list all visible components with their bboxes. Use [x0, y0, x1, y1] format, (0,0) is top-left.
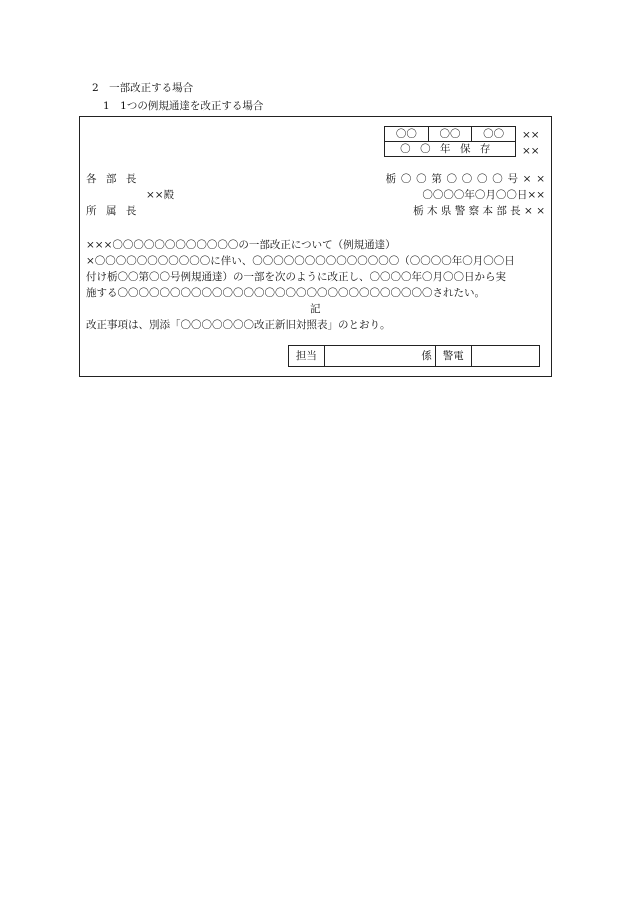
document-sample-box	[79, 116, 552, 377]
retention-cell-2: 〇〇	[428, 127, 472, 142]
addressee-line-1: 各部長	[86, 173, 146, 185]
addressee-line-2: ××殿	[146, 189, 175, 201]
retention-cell-3: 〇〇	[472, 127, 516, 142]
issuer: 栃木県警察本部長××	[413, 205, 549, 217]
subsection-heading: 1 1つの例規通達を改正する場合	[103, 100, 264, 112]
contact-label-keiden: 警電	[435, 346, 471, 367]
body-line-2: 付け栃〇〇第〇〇号例規通達）の一部を次のように改正し、〇〇〇〇年〇月〇〇日から実	[86, 271, 506, 283]
document-number: 栃〇〇第〇〇〇〇号××	[385, 173, 550, 185]
section-heading: 2 一部改正する場合	[92, 82, 194, 94]
retention-suffix-2: ××	[522, 145, 540, 157]
addressee-line-3: 所属長	[86, 205, 146, 217]
contact-phone-cell	[471, 346, 539, 367]
contact-label-tanto: 担当	[289, 346, 325, 367]
amendment-item: 改正事項は、別添「〇〇〇〇〇〇〇改正新旧対照表」のとおり。	[86, 319, 391, 331]
contact-label-kakari: 係	[324, 346, 435, 367]
document-title: ×××〇〇〇〇〇〇〇〇〇〇〇〇の一部改正について（例規通達）	[86, 239, 396, 251]
retention-suffix-1: ××	[522, 129, 540, 141]
contact-table	[288, 345, 540, 367]
body-line-1: ×〇〇〇〇〇〇〇〇〇〇〇に伴い、〇〇〇〇〇〇〇〇〇〇〇〇〇〇（〇〇〇〇年〇月〇〇日	[86, 255, 515, 267]
ki-heading: 記	[310, 303, 321, 315]
retention-period: 〇〇年保存	[385, 142, 516, 157]
retention-table	[384, 126, 516, 157]
retention-cell-1: 〇〇	[385, 127, 429, 142]
document-date: 〇〇〇〇年〇月〇〇日××	[422, 189, 545, 201]
body-line-3: 施する〇〇〇〇〇〇〇〇〇〇〇〇〇〇〇〇〇〇〇〇〇〇〇〇〇〇〇〇〇〇されたい。	[86, 287, 485, 299]
